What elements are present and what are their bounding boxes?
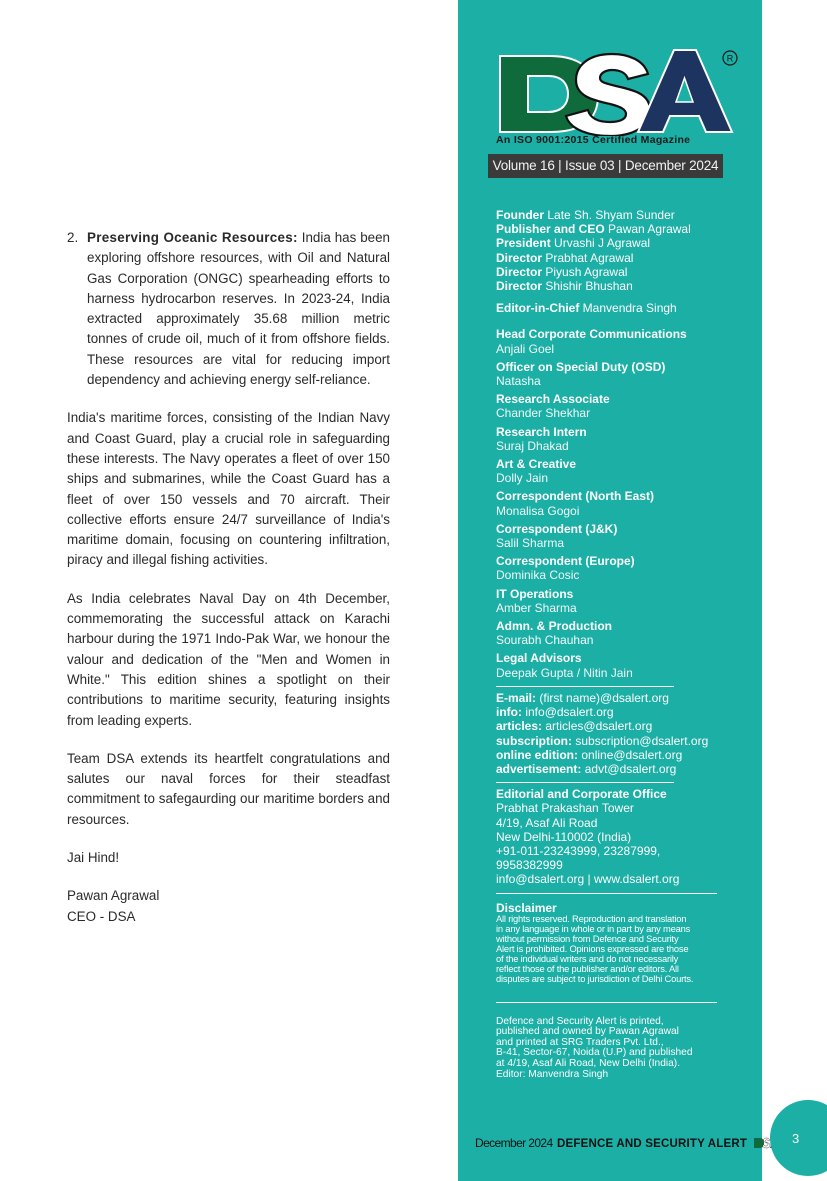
printer-line: Defence and Security Alert is printed, [496,1015,664,1027]
footer-publication: DEFENCE AND SECURITY ALERT [557,1138,748,1150]
volume-issue-bar: Volume 16 | Issue 03 | December 2024 [488,154,723,178]
disclaimer [496,902,736,984]
paragraph: Team DSA extends its heartfelt congratulations and salutes our naval forces for their steadfast commitment to safegaurding our maritime borders and resources. [67,750,390,827]
role-label: Officer on Special Duty (OSD) [496,359,666,374]
item-text: India has been exploring offshore resources, with Oil and Natural Gas Corporation (ONGC) spearheading efforts to harness hydrocarbon reserves. In 2023-24, India extracted approximately 35.68 million metric tonnes of crude oil, much of it from offshore fields. These resources are vital for reducing import dependency and achieving energy self-reliance. [87,230,390,388]
person-name: Urvashi J Agrawal [554,236,651,251]
role-label: Publisher and CEO [496,222,605,237]
leadership-list [496,208,736,293]
contact-label: advertisement: [496,761,582,776]
person-name: Chander Shekhar [496,406,591,421]
contact-email-link[interactable]: subscription@dsalert.org [575,733,709,748]
contact-row [496,748,736,762]
role-label: Founder [496,208,544,222]
page-footer [475,1134,782,1152]
role-label: Correspondent (Europe) [496,554,635,569]
disclaimer-line: reflect those of the publisher and/or editors. All [496,962,679,974]
masthead-sidebar [458,0,762,1181]
contact-email-link[interactable]: (first name)@dsalert.org [539,690,669,705]
role-label: Admn. & Production [496,619,612,634]
office-address [496,787,736,886]
leadership-row [496,279,736,293]
editor-in-chief [496,301,736,315]
role-label: President [496,236,551,251]
item-number: 2. [67,230,79,245]
contact-row [496,705,736,719]
leadership-row [496,265,736,279]
address-line: 4/19, Asaf Ali Road [496,815,598,830]
staff-entry [496,489,736,517]
footer-date: December 2024 [475,1136,553,1150]
person-name: Salil Sharma [496,536,565,551]
contact-row [496,762,736,776]
logo-letter-d-counter [528,76,568,112]
disclaimer-line: All rights reserved. Reproduction and translation [496,912,687,924]
role-label: Director [496,279,543,294]
disclaimer-line: of the individual writers and do not necessarily [496,952,679,964]
role-label: Correspondent (North East) [496,489,655,504]
person-name: Shishir Bhushan [545,279,633,294]
person-name: Prabhat Agrawal [545,250,634,265]
staff-list [496,327,736,679]
printer-line: B-41, Sector-67, Noida (U.P) and published [496,1047,693,1059]
contact-list [496,691,736,776]
staff-entry [496,327,736,355]
person-name: Suraj Dhakad [496,438,569,453]
dsa-logo-graphic [498,46,738,136]
section-divider [496,686,674,687]
role-label: Art & Creative [496,457,577,472]
role-label: Director [496,250,543,265]
dsa-logo [498,46,738,146]
closing-line: Jai Hind! [67,850,120,866]
address-line: +91-011-23243999, 23287999, [496,843,661,858]
paragraph: India's maritime forces, consisting of the Indian Navy and Coast Guard, play a crucial role in safeguarding these interests. The Navy operates a fleet of over 150 ships and submarines, while the Coast Guard has a fleet of over 150 vessels and 70 aircraft. Their collective efforts ensure 24/7 surveillance of India's maritime domain, focusing on countering infiltration, piracy and illegal fishing activities. [67,410,390,568]
disclaimer-line: without permission from Defence and Security [496,932,679,944]
printer-line: at 4/19, Asaf Ali Road, New Delhi (India). [496,1057,681,1069]
role-label: Director [496,264,543,279]
disclaimer-text [496,914,736,984]
section-divider [496,1002,717,1003]
contact-label: E-mail: [496,690,537,705]
item-body [87,228,390,390]
contact-label: online edition: [496,747,578,762]
printer-line: Editor: Manvendra Singh [496,1068,609,1080]
address-line: info@dsalert.org | www.dsalert.org [496,872,680,887]
disclaimer-line: in any language in whole or in part by any means [496,922,691,934]
signature [67,886,390,927]
printer-line: and printed at SRG Traders Pvt. Ltd., [496,1036,664,1048]
person-name: Deepak Gupta / Nitin Jain [496,665,633,680]
contact-email-link[interactable]: online@dsalert.org [581,747,683,762]
contact-email-link[interactable]: info@dsalert.org [525,705,614,720]
leadership-row [496,222,736,236]
person-name: Sourabh Chauhan [496,633,594,648]
person-name: Late Sh. Shyam Sunder [547,208,675,222]
staff-entry [496,392,736,420]
staff-entry [496,587,736,615]
leadership-row [496,208,736,222]
section-divider [496,782,674,783]
person-name: Dolly Jain [496,471,549,486]
contact-email-link[interactable]: articles@dsalert.org [545,719,653,734]
masthead-credits [496,208,736,1080]
person-name: Dominika Cosic [496,568,580,583]
role-label: Editor-in-Chief [496,301,580,316]
person-name: Anjali Goel [496,341,555,356]
signature-title: CEO - DSA [67,908,136,924]
person-name: Natasha [496,374,541,389]
address-line: New Delhi-110002 (India) [496,829,632,844]
staff-entry [496,425,736,453]
role-label: Head Corporate Communications [496,327,687,342]
person-name: Piyush Agrawal [545,264,628,279]
signature-name: Pawan Agrawal [67,888,160,904]
role-label: IT Operations [496,586,574,601]
contact-label: subscription: [496,733,573,748]
staff-entry [496,360,736,388]
person-name: Manvendra Singh [582,301,677,316]
staff-entry [496,522,736,550]
person-name: Amber Sharma [496,600,577,615]
staff-entry [496,457,736,485]
office-lines [496,801,736,886]
disclaimer-line: disputes are subject to jurisdiction of Delhi Courts. [496,972,694,984]
staff-entry [496,554,736,582]
contact-row [496,719,736,733]
disclaimer-title: Disclaimer [496,900,557,915]
address-line: 9958382999 [496,858,563,873]
editorial-article [67,228,390,927]
numbered-item [67,228,390,390]
contact-row [496,691,736,705]
contact-label: articles: [496,719,543,734]
page-number-badge [770,1100,827,1176]
disclaimer-line: Alert is prohibited. Opinions expressed are those [496,942,689,954]
contact-row [496,734,736,748]
printer-info [496,1017,736,1081]
registered-letter: R [726,53,734,64]
person-name: Monalisa Gogoi [496,503,580,518]
leadership-row [496,236,736,250]
page-number: 3 [792,1131,800,1146]
section-divider [496,893,717,894]
item-heading: Preserving Oceanic Resources: [87,230,298,245]
role-label: Research Intern [496,424,587,439]
person-name: Pawan Agrawal [608,222,691,237]
address-line: Prabhat Prakashan Tower [496,801,634,816]
role-label: Research Associate [496,392,610,407]
printer-line: published and owned by Pawan Agrawal [496,1026,679,1038]
staff-entry [496,651,736,679]
role-label: Correspondent (J&K) [496,521,618,536]
staff-entry [496,619,736,647]
iso-tagline: An ISO 9001:2015 Certified Magazine [496,134,691,146]
role-label: Legal Advisors [496,651,582,666]
leadership-row [496,251,736,265]
contact-email-link[interactable]: advt@dsalert.org [584,761,677,776]
contact-label: info: [496,705,522,720]
paragraph: As India celebrates Naval Day on 4th December, commemorating the successful attack on Karachi harbour during the 1971 Indo-Pak War, we honour the valour and dedication of the "Men and Women in White." This edition shines a spotlight on their contributions to maritime security, featuring insights from leading experts. [67,590,390,728]
office-title: Editorial and Corporate Office [496,787,667,802]
